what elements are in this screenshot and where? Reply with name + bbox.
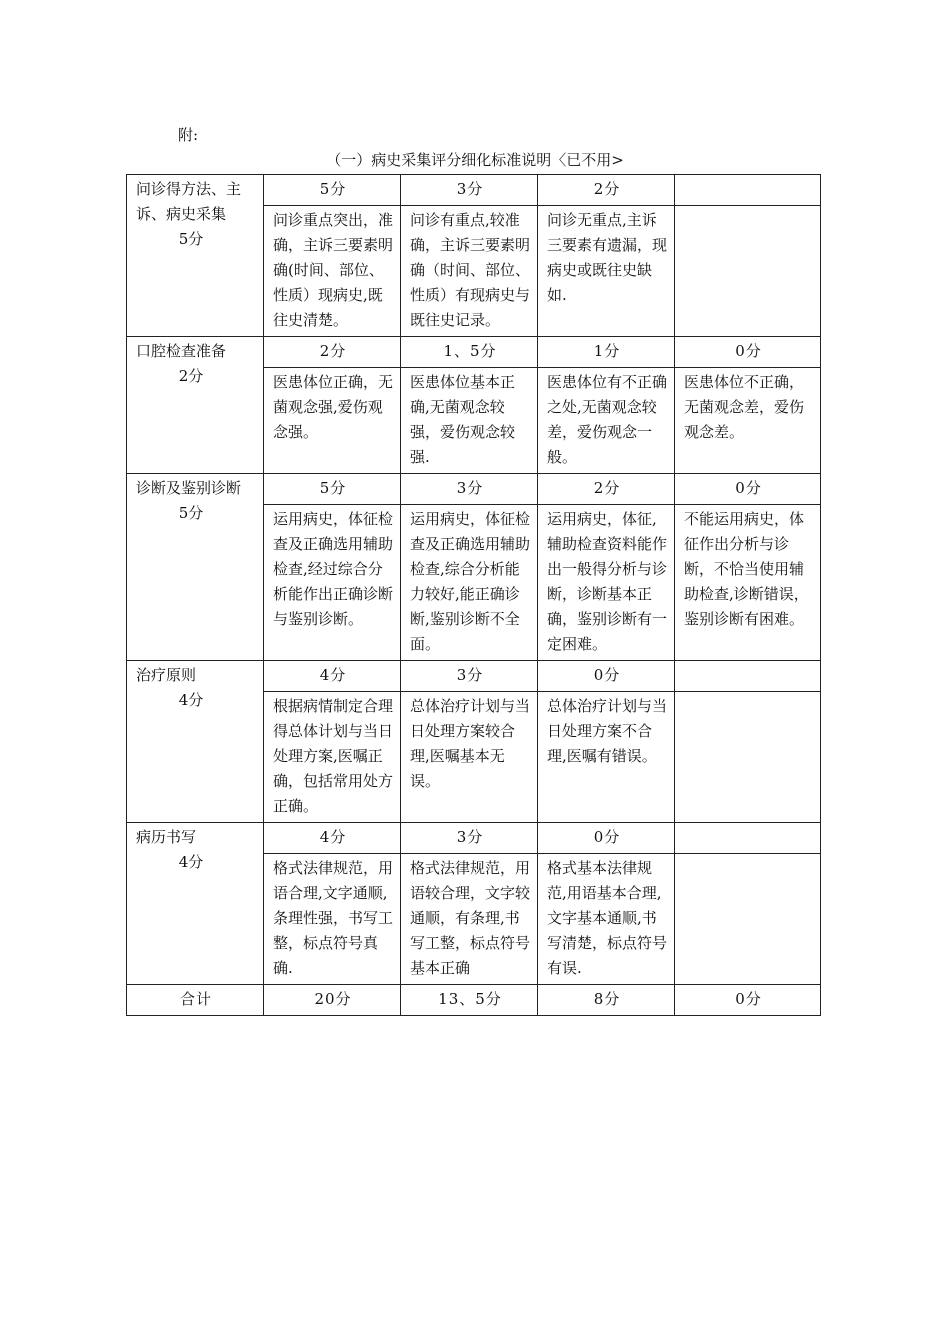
category-score: 4分	[178, 853, 204, 871]
description-cell: 格式基本法律规范,用语基本合理,文字基本通顺,书写清楚，标点符号有误.	[538, 854, 675, 985]
description-cell: 医患体位基本正确,无菌观念较强，爱伤观念较强.	[401, 368, 538, 474]
score-row	[127, 823, 821, 854]
score-cell	[675, 823, 821, 854]
score-cell: 0分	[675, 337, 821, 368]
total-score-cell: 13、5分	[401, 985, 538, 1016]
description-cell	[675, 854, 821, 985]
category-label: 诊断及鉴别诊断	[136, 479, 242, 497]
category-cell	[127, 823, 264, 985]
total-score-cell: 0分	[675, 985, 821, 1016]
score-cell: 3分	[401, 474, 538, 505]
description-cell: 不能运用病史，体征作出分析与诊断，不恰当使用辅助检查,诊断错误，鉴别诊断有困难。	[675, 505, 821, 661]
total-score-cell: 8分	[538, 985, 675, 1016]
score-cell: 5分	[264, 474, 401, 505]
description-cell: 医患体位有不正确之处,无菌观念较差，爱伤观念一般。	[538, 368, 675, 474]
category-cell	[127, 337, 264, 474]
description-cell	[675, 692, 821, 823]
category-cell	[127, 175, 264, 337]
scoring-table	[126, 174, 821, 1016]
description-cell: 问诊重点突出，准确，主诉三要素明确(时间、部位、性质）现病史,既往史清楚。	[264, 206, 401, 337]
score-cell: 3分	[401, 175, 538, 206]
description-cell: 运用病史，体征检查及正确选用辅助检查,综合分析能力较好,能正确诊断,鉴别诊断不全面。	[401, 505, 538, 661]
score-cell: 2分	[264, 337, 401, 368]
score-cell: 0分	[538, 661, 675, 692]
page-title: （一）病史采集评分细化标准说明〈已不用>	[326, 151, 624, 169]
score-cell: 3分	[401, 823, 538, 854]
description-cell: 问诊无重点,主诉三要素有遗漏，现病史或既往史缺如.	[538, 206, 675, 337]
score-cell: 2分	[538, 474, 675, 505]
total-label: 合计	[127, 985, 264, 1016]
score-cell: 0分	[675, 474, 821, 505]
total-score-cell: 20分	[264, 985, 401, 1016]
score-cell	[675, 175, 821, 206]
category-label: 治疗原则	[136, 666, 197, 684]
score-cell: 4分	[264, 823, 401, 854]
description-cell: 格式法律规范，用语较合理，文字较通顺，有条理,书写工整，标点符号基本正确	[401, 854, 538, 985]
category-score: 5分	[178, 504, 204, 522]
total-row	[127, 985, 821, 1016]
category-score: 5分	[178, 230, 204, 248]
description-cell: 运用病史，体征,辅助检查资料能作出一般得分析与诊断，诊断基本正确，鉴别诊断有一定困难。	[538, 505, 675, 661]
description-cell: 问诊有重点,较准确，主诉三要素明确（时间、部位、性质）有现病史与既往史记录。	[401, 206, 538, 337]
category-label: 口腔检查准备	[136, 342, 227, 360]
description-cell	[675, 206, 821, 337]
description-cell: 根据病情制定合理得总体计划与当日处理方案,医嘱正确，包括常用处方正确。	[264, 692, 401, 823]
score-cell: 5分	[264, 175, 401, 206]
description-cell: 格式法律规范，用语合理,文字通顺,条理性强，书写工整，标点符号真确.	[264, 854, 401, 985]
category-label: 病历书写	[136, 828, 197, 846]
description-cell: 医患体位不正确，无菌观念差，爱伤观念差。	[675, 368, 821, 474]
score-row	[127, 661, 821, 692]
description-cell: 总体治疗计划与当日处理方案较合理,医嘱基本无误。	[401, 692, 538, 823]
category-cell	[127, 661, 264, 823]
score-cell: 0分	[538, 823, 675, 854]
score-cell: 4分	[264, 661, 401, 692]
score-cell: 1分	[538, 337, 675, 368]
category-score: 4分	[178, 691, 204, 709]
description-cell: 运用病史，体征检查及正确选用辅助检查,经过综合分析能作出正确诊断与鉴别诊断。	[264, 505, 401, 661]
score-cell	[675, 661, 821, 692]
score-cell: 2分	[538, 175, 675, 206]
score-row	[127, 474, 821, 505]
description-cell: 医患体位正确，无菌观念强,爱伤观念强。	[264, 368, 401, 474]
score-cell: 3分	[401, 661, 538, 692]
description-cell: 总体治疗计划与当日处理方案不合理,医嘱有错误。	[538, 692, 675, 823]
category-cell	[127, 474, 264, 661]
score-row	[127, 175, 821, 206]
score-cell: 1、5分	[401, 337, 538, 368]
category-score: 2分	[178, 367, 204, 385]
category-label: 问诊得方法、主诉、病史采集	[136, 180, 242, 223]
appendix-label: 附:	[178, 126, 199, 144]
score-row	[127, 337, 821, 368]
